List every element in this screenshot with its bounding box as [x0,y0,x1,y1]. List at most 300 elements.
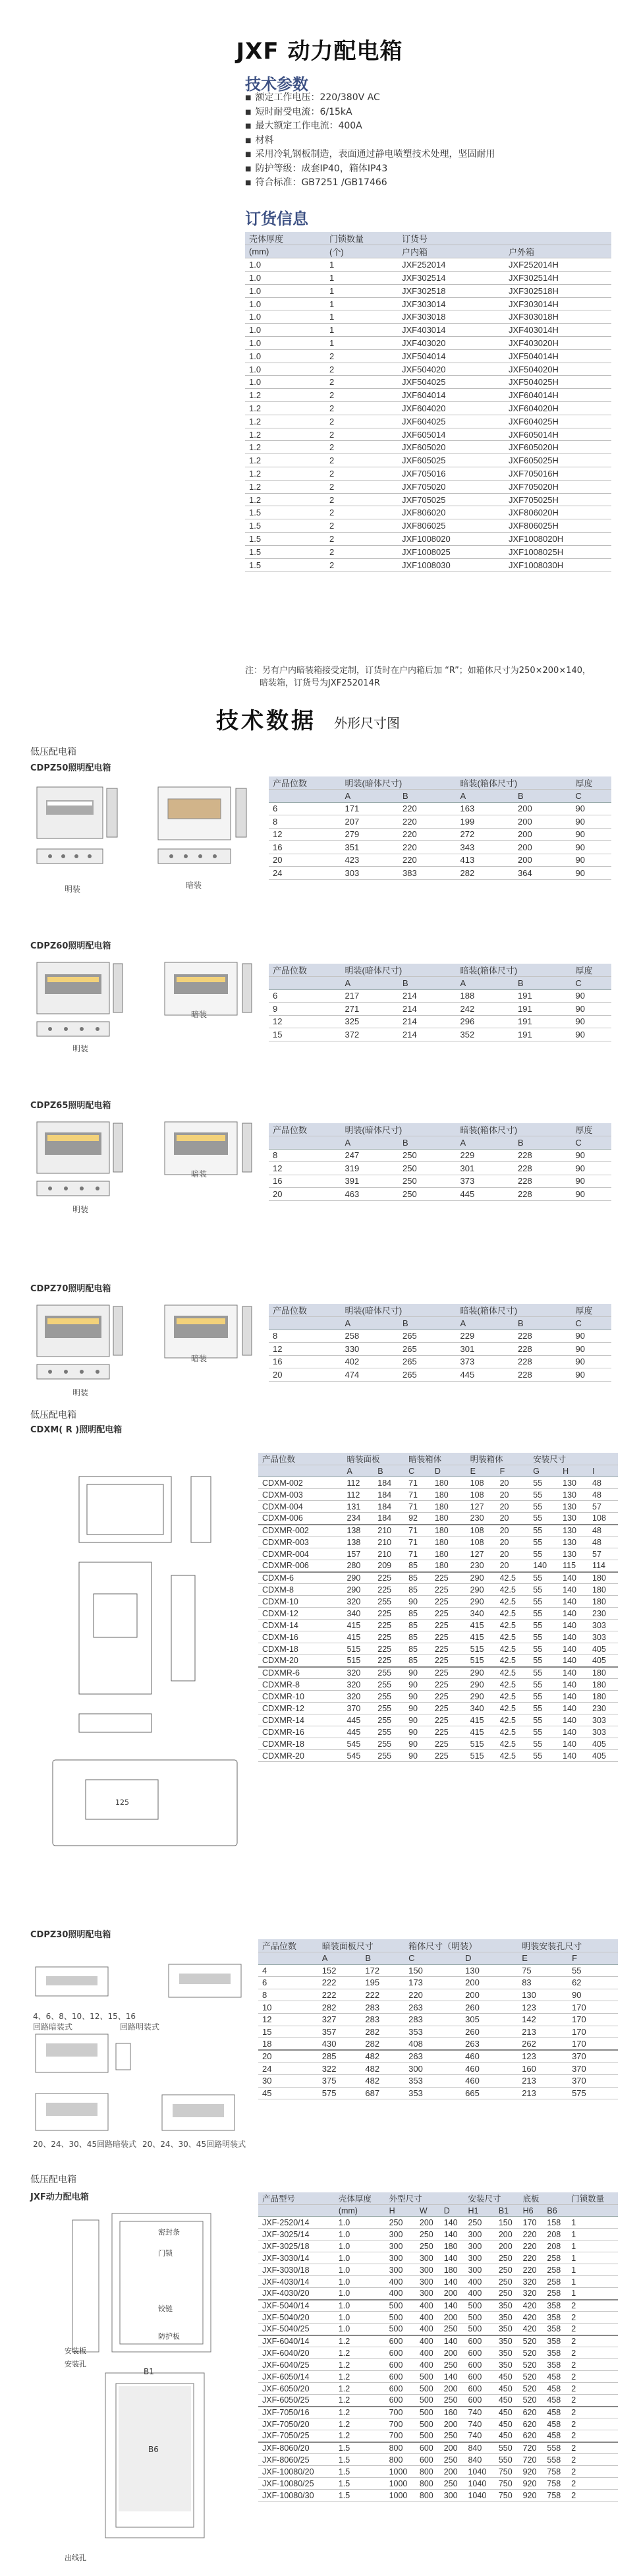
table-cell: 258 [543,2288,567,2300]
table-cell: 200 [461,1977,518,1989]
table-cell: 16 [269,1175,341,1188]
order-cell: JXF504014H [505,349,611,363]
table-cell: 325 [341,1015,399,1028]
table-cell: 383 [399,867,457,880]
table-cell: 225 [431,1726,466,1738]
table-cell: 405 [588,1643,618,1655]
table-cell: 220 [399,841,457,854]
table-row [258,2395,618,2407]
table-cell: 55 [529,1691,559,1703]
order-cell: JXF705016 [398,467,505,481]
table-head-cell: 产品位数 [258,1939,318,1952]
table-cell: 445 [457,1368,514,1382]
cdpz50-cap-surface: 明装 [65,885,81,894]
table-cell: 217 [341,989,399,1003]
cdpz50-cap-flush: 暗装 [186,881,202,890]
table-cell: 250 [399,1175,457,1188]
table-cell: JXF-2520/14 [258,2217,335,2229]
table-cell: 42.5 [496,1631,530,1643]
table-row [258,1977,618,1989]
table-cell: JXF-3030/14 [258,2252,335,2264]
table-cell: 158 [543,2217,567,2229]
table-cell: 12 [258,2013,318,2026]
order-cell: 1.5 [245,506,325,519]
table-cell: 450 [495,2383,519,2395]
table-cell: 515 [343,1643,374,1655]
table-cell: 575 [568,2087,618,2099]
table-cell: 213 [518,2026,568,2038]
table-row [258,2288,618,2300]
table-cell: 350 [495,2300,519,2312]
order-cell: 1.2 [245,493,325,506]
table-row [258,2312,618,2324]
table-head-cell: 明装(暗体尺寸) [341,776,457,790]
table-head [269,1304,611,1317]
table-cell: 260 [461,2001,518,2014]
table-cell: CDXMR-004 [258,1548,343,1560]
table-cell: 15 [258,2026,318,2038]
table-head [258,1939,618,1952]
cdpz30-cap1c: 回路明装式 [120,2022,160,2032]
cdpz70-table [269,1304,611,1382]
table-head-cell: 暗装(箱体尺寸) [457,776,572,790]
order-cell: 1.0 [245,337,325,350]
table-cell: 140 [440,2229,464,2240]
table-cell: 225 [374,1655,404,1667]
order-cell: 2 [325,519,398,533]
table-cell: 225 [374,1631,404,1643]
table-cell: 90 [571,1028,611,1041]
jxf-callout-7: 出线孔 [65,2554,86,2562]
table-row [258,2252,618,2264]
table-cell: 840 [464,2454,494,2466]
table-cell: 200 [440,2418,464,2430]
table-cell: 140 [440,2217,464,2229]
table-row [258,1964,618,1977]
table-cell: 214 [399,989,457,1003]
order-cell: JXF1008025H [505,545,611,558]
table-row [258,2229,618,2240]
table-subhead-cell: A [341,1317,399,1330]
table-cell: 92 [404,1513,431,1525]
table-cell: 180 [588,1667,618,1679]
table-cell: 225 [431,1584,466,1596]
param-material-desc: ■ 采用冷轧钢板制造，表面通过静电喷塑技术处理，坚固耐用 [245,148,495,162]
param-voltage: ■ 额定工作电压：220/380V AC [245,91,495,105]
table-cell: 200 [514,854,572,867]
table-cell: CDXMR-16 [258,1726,343,1738]
order-cell: JXF252014 [398,258,505,272]
order-row [245,310,611,324]
table-cell: 90 [571,989,611,1003]
table-cell: 300 [464,2264,494,2276]
cdxm-label: CDXM( R )照明配电箱 [30,1425,123,1435]
table-cell: 600 [464,2347,494,2359]
table-cell: 263 [404,2050,461,2063]
order-cell: 2 [325,402,398,415]
table-cell: 665 [461,2087,518,2099]
table-cell: 140 [559,1643,588,1655]
table-cell: 170 [519,2217,543,2229]
table-row [269,1162,611,1175]
table-cell: 45 [258,2087,318,2099]
order-cell: JXF1008020 [398,533,505,546]
table-cell: 20 [496,1501,530,1513]
table-row [258,2038,618,2051]
cdpz65-drawing [33,1115,257,1208]
table-cell: 20 [258,2050,318,2063]
order-cell: 2 [325,441,398,454]
table-subhead-cell: W [416,2205,440,2217]
table-cell: 90 [571,1175,611,1188]
table-cell: 130 [518,1989,568,2001]
table-cell: 55 [529,1525,559,1537]
table-cell: 320 [519,2276,543,2288]
table-cell: 258 [341,1330,399,1343]
table-row [258,2466,618,2478]
table-cell: 71 [404,1489,431,1501]
table-cell: 250 [495,2288,519,2300]
tech-params-heading: 技术参数 [245,75,308,94]
table-cell: 340 [466,1703,496,1714]
table-cell: 500 [464,2300,494,2312]
table-cell: 127 [466,1548,496,1560]
table-cell: CDXMR-14 [258,1714,343,1726]
jxf-callout-1: 密封条 [158,2228,180,2237]
table-cell: 280 [343,1560,374,1572]
table-cell: 20 [496,1513,530,1525]
table-cell: 210 [374,1548,404,1560]
table-subhead-cell: B [374,1465,404,1477]
table-cell: 250 [399,1162,457,1175]
table-cell: 750 [495,2466,519,2478]
order-cell: 2 [325,428,398,441]
table-row [269,802,611,815]
table-cell: JXF-10080/30 [258,2490,335,2502]
table-head-cell: 产品位数 [258,1453,343,1465]
table-cell: 152 [318,1964,362,1977]
table-cell: 1.0 [335,2264,385,2276]
order-cell: 2 [325,533,398,546]
order-cell: JXF302514H [505,272,611,285]
table-cell: 225 [374,1572,404,1584]
table-cell: 250 [416,2229,440,2240]
table-cell: 230 [466,1560,496,1572]
table-cell: CDXMR-6 [258,1667,343,1679]
cdpz30-cap1b: 回路暗装式 [33,2022,73,2032]
table-cell: 740 [464,2430,494,2442]
table-cell: 16 [269,1355,341,1368]
table-row [258,2217,618,2229]
table-cell: 225 [431,1643,466,1655]
table-row [258,2335,618,2347]
table-subhead-cell: H6 [519,2205,543,2217]
table-cell: 1 [567,2276,618,2288]
table-cell: 208 [543,2240,567,2252]
order-cell: 1 [325,310,398,324]
order-cell: 1.2 [245,415,325,428]
table-cell: 258 [543,2264,567,2276]
table-cell: 55 [529,1655,559,1667]
cdpz60-drawing [33,956,257,1048]
table-cell: 400 [385,2276,416,2288]
table-cell: 108 [466,1537,496,1548]
table-cell: 140 [559,1714,588,1726]
table-cell: 55 [529,1477,559,1489]
table-cell: 500 [416,2430,440,2442]
order-row [245,493,611,506]
order-row [245,402,611,415]
table-head-cell: 外型尺寸 [385,2192,464,2205]
table-cell: 71 [404,1548,431,1560]
order-cell: JXF605014 [398,428,505,441]
table-cell: 301 [457,1162,514,1175]
table-head-cell: 厚度 [571,1123,611,1136]
table-cell: 57 [588,1501,618,1513]
table-cell: 600 [385,2335,416,2347]
table-subhead-cell [258,2205,335,2217]
table-cell: 55 [529,1584,559,1596]
cdpz30-drawing [30,1945,248,2136]
table-cell: 300 [416,2276,440,2288]
table-cell: 130 [461,1964,518,1977]
table-subhead [269,1317,611,1330]
table-cell: 140 [559,1750,588,1762]
table-cell: 482 [361,2050,404,2063]
table-cell: 327 [318,2013,362,2026]
table-cell: 340 [466,1608,496,1620]
table-cell: 188 [457,989,514,1003]
table-cell: 200 [461,1989,518,2001]
jxf-table [258,2192,618,2502]
order-cell: 1 [325,297,398,310]
table-cell: 600 [464,2335,494,2347]
table-cell: 920 [519,2490,543,2502]
table-cell: 20 [269,1188,341,1201]
cdpz70-drawing [33,1299,257,1391]
table-cell: 123 [518,2050,568,2063]
order-row [245,337,611,350]
table-cell: 180 [431,1548,466,1560]
table-cell: 450 [495,2418,519,2430]
order-cell: 1.0 [245,310,325,324]
table-cell: 171 [341,802,399,815]
table-cell: 600 [385,2359,416,2371]
table-cell: 140 [559,1691,588,1703]
table-row [269,1003,611,1016]
table-cell: JXF-10080/20 [258,2466,335,2478]
table-cell: 290 [343,1572,374,1584]
table-cell: 225 [431,1608,466,1620]
table-row [258,1631,618,1643]
table-row [258,2418,618,2430]
table-cell: 42.5 [496,1679,530,1691]
table-cell: 340 [343,1608,374,1620]
table-cell: 222 [361,1989,404,2001]
table-cell: 90 [571,1003,611,1016]
table-cell: 180 [431,1489,466,1501]
table-cell: 520 [519,2347,543,2359]
table-cell: 350 [495,2359,519,2371]
order-cell: 1.2 [245,454,325,467]
order-cell: 1.2 [245,467,325,481]
order-row [245,349,611,363]
order-cell: 1 [325,284,398,297]
table-cell: 90 [571,1368,611,1382]
table-cell: 228 [514,1188,572,1201]
cdpz50-label: CDPZ50照明配电箱 [30,763,111,773]
table-cell: 1.2 [335,2359,385,2371]
table-cell: 320 [519,2288,543,2300]
table-head-cell: 明装安装孔尺寸 [518,1939,618,1952]
table-cell: 545 [343,1750,374,1762]
cdpz30-cap2b: 20、24、30、45回路明装式 [142,2140,246,2149]
table-cell: 515 [466,1655,496,1667]
table-cell: 357 [318,2026,362,2038]
table-cell: 214 [399,1015,457,1028]
table-cell: 229 [457,1330,514,1343]
order-cell: JXF604025H [505,415,611,428]
table-subhead-cell: A [457,790,514,803]
table-cell: 55 [529,1667,559,1679]
table-row [258,2490,618,2502]
order-cell: 1.0 [245,272,325,285]
table-cell: 163 [457,802,514,815]
param-protection: ■ 防护等级：成套IP40，箱体IP43 [245,162,495,177]
table-cell: 225 [374,1584,404,1596]
table-cell: 800 [416,2478,440,2490]
jxf-section-title: 低压配电箱 [30,2175,76,2185]
table-row [258,2324,618,2335]
table-cell: 20 [496,1560,530,1572]
table-subhead-cell: B [399,1136,457,1150]
table-subhead [258,1465,618,1477]
table-cell: 90 [571,1355,611,1368]
table-cell: 1.2 [335,2335,385,2347]
table-cell: 720 [519,2454,543,2466]
table-cell: 90 [568,1989,618,2001]
table-cell: 445 [343,1714,374,1726]
table-cell: 700 [385,2407,416,2418]
table-cell: 373 [457,1175,514,1188]
order-cell: JXF806025 [398,519,505,533]
table-cell: 225 [431,1655,466,1667]
table-cell: 90 [571,841,611,854]
table-cell: 458 [543,2407,567,2418]
table-cell: 195 [361,1977,404,1989]
order-cell: JXF504020 [398,363,505,376]
table-cell: 85 [404,1572,431,1584]
order-row [245,441,611,454]
table-cell: 430 [318,2038,362,2051]
table-cell: 1 [567,2252,618,2264]
table-cell: 1.0 [335,2240,385,2252]
table-row [258,2264,618,2276]
table-head-cell: 安装尺寸 [529,1453,618,1465]
table-cell: 8 [269,1149,341,1162]
table-cell: 600 [464,2371,494,2383]
table-cell: 1.2 [335,2395,385,2407]
order-cell: 1.5 [245,519,325,533]
table-cell: 1.0 [335,2324,385,2335]
table-cell: 6 [258,1977,318,1989]
table-cell: 415 [343,1631,374,1643]
table-cell: 127 [466,1501,496,1513]
table-subhead-cell: H1 [464,2205,494,2217]
table-cell: 90 [404,1667,431,1679]
table-cell: 140 [559,1703,588,1714]
table-subhead-cell: C [404,1952,461,1965]
table-cell: 140 [559,1726,588,1738]
table-cell: 8 [269,1330,341,1343]
table-cell: 214 [399,1003,457,1016]
table-cell: 130 [559,1525,588,1537]
table-cell: 600 [385,2347,416,2359]
table-cell: 140 [440,2252,464,2264]
table-cell: 415 [466,1631,496,1643]
table-cell: CDXMR-20 [258,1750,343,1762]
table-cell: 250 [440,2478,464,2490]
table-cell: 140 [559,1679,588,1691]
table-cell: 1.0 [335,2229,385,2240]
table-cell: 300 [416,2264,440,2276]
table-cell: 330 [341,1343,399,1356]
table-cell: 920 [519,2466,543,2478]
order-cell: JXF302518 [398,284,505,297]
order-row [245,519,611,533]
table-cell: 758 [543,2490,567,2502]
table-row [258,2347,618,2359]
table-cell: 920 [519,2478,543,2490]
table-cell: 42.5 [496,1655,530,1667]
table-cell: 71 [404,1477,431,1489]
table-row [258,1620,618,1631]
table-cell: 2 [567,2407,618,2418]
table-cell: 750 [495,2478,519,2490]
table-head-cell: 厚度 [571,964,611,977]
table-cell: 720 [519,2442,543,2454]
order-cell: 2 [325,493,398,506]
table-row [258,1703,618,1714]
table-cell: 228 [514,1162,572,1175]
order-note: 注：另有户内暗装箱接受定制，订货时在户内箱后加 “R”；如箱体尺寸为250×200×140， 暗装箱，订货号为JXF252014R [245,666,592,688]
table-cell: 208 [543,2229,567,2240]
table-cell: 200 [440,2466,464,2478]
table-cell: CDXM-002 [258,1477,343,1489]
table-cell: CDXMR-002 [258,1525,343,1537]
table-subhead-cell: (mm) [335,2205,385,2217]
table-head [258,1453,618,1465]
table-cell: 200 [440,2288,464,2300]
table-cell: 400 [464,2288,494,2300]
table-cell: 2 [567,2490,618,2502]
table-subhead-cell: B [514,1317,572,1330]
table-cell: 180 [440,2240,464,2252]
order-cell: JXF303014 [398,297,505,310]
table-cell: 1.5 [335,2490,385,2502]
table-cell: 402 [341,1355,399,1368]
table-row [258,1560,618,1572]
table-cell: 353 [404,2074,461,2087]
table-cell: 350 [495,2335,519,2347]
table-row [258,2050,618,2063]
order-row [245,558,611,571]
table-cell: 687 [361,2087,404,2099]
table-cell: 282 [361,2038,404,2051]
table-cell: 55 [529,1738,559,1750]
table-cell: 228 [514,1368,572,1382]
table-cell: 420 [519,2312,543,2324]
